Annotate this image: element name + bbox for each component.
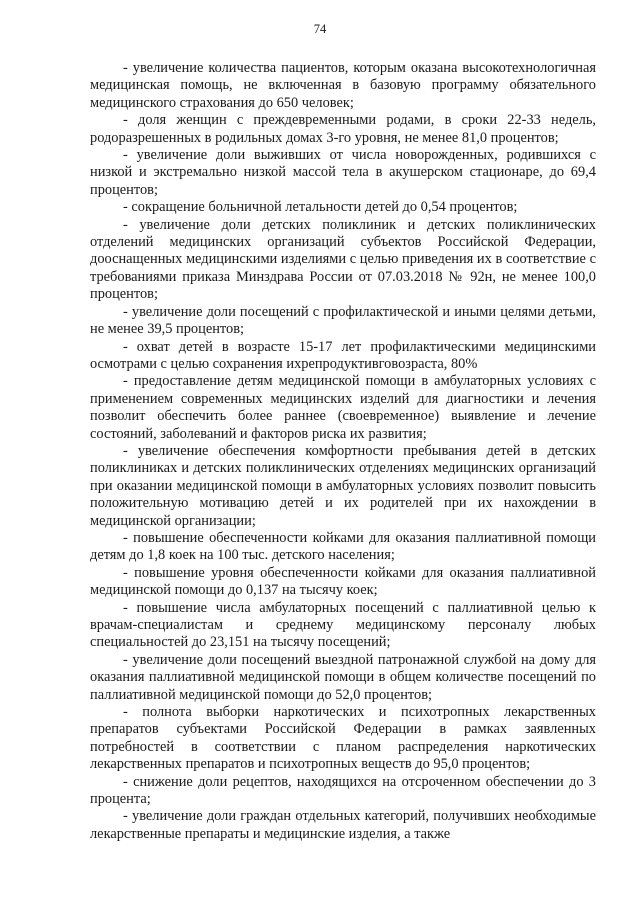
paragraph-palliative-visits: - повышение числа амбулаторных посещений с паллиативной целью к врачам-специалистам и среднему медицинскому персоналу любых специальностей до 23,151 на тысячу посещений;	[90, 599, 596, 651]
paragraph-deferred-prescriptions: - снижение доли рецептов, находящихся на отсроченном обеспечении до 3 процента;	[90, 773, 596, 808]
page-number: 74	[313, 22, 327, 36]
paragraph-home-palliative: - увеличение доли посещений выездной патронажной службой на дому для оказания паллиативной медицинской помощи в общем количестве посещений по паллиативной медицинской помощи до 52,0 процентов;	[90, 651, 596, 703]
paragraph-child-mortality: - сокращение больничной летальности детей до 0,54 процентов;	[123, 199, 518, 216]
paragraph-teen-checkups: - охват детей в возрасте 15-17 лет профилактическими медицинскими осмотрами с целью сохранения ихрепродуктивговозраста, 80%	[90, 338, 596, 372]
paragraph-clinic-equipment: - увеличение доли детских поликлиник и детских поликлинических отделений медицинских организаций субъектов Российской Федерации, дооснащенных медицинскими изделиями с целью приведения их в соответствие с требованиями приказа Минздрава России от 07.03.2018 № 92н, не менее 100,0 процентов;	[90, 216, 596, 303]
paragraph-premature-births: - доля женщин с преждевременными родами, в сроки 22-33 недель, родоразрешенных в родильных домах 3-го уровня, не менее 81,0 процентов;	[90, 112, 596, 146]
paragraph-high-tech-care: - увеличение количества пациентов, которым оказана высокотехнологичная медицинская помощь, не включенная в базовую программу обязательного медицинского страхования до 650 человек;	[90, 60, 596, 111]
paragraph-outpatient-devices: - предоставление детям медицинской помощи в амбулаторных условиях с применением современных медицинских изделий для диагностики и лечения позволит обеспечить более раннее (своевременное) выявление и лечение состояний, заболеваний и факторов риска их развития;	[90, 373, 596, 442]
paragraph-citizen-drug-access: - увеличение доли граждан отдельных категорий, получивших необходимые лекарственные препараты и медицинские изделия, а также	[90, 808, 596, 842]
paragraph-palliative-beds-children: - повышение обеспеченности койками для оказания паллиативной помощи детям до 1,8 коек на 100 тыс. детского населения;	[90, 529, 596, 564]
paragraph-newborn-survival: - увеличение доли выживших от числа новорожденных, родившихся с низкой и экстремально низкой массой тела в акушерском стационаре, до 69,4 процентов;	[90, 147, 596, 198]
paragraph-narcotic-drugs: - полнота выборки наркотических и психотропных лекарственных препаратов субъектами Российской Федерации в рамках заявленных потребностей в соответствии с планом распределения наркотических лекарственных препаратов и психотропных веществ до 95,0 процентов;	[90, 704, 596, 773]
paragraph-clinic-comfort: - увеличение обеспечения комфортности пребывания детей в детских поликлиниках и детских поликлинических отделениях медицинских организаций при оказании медицинской помощи в амбулаторных условиях позволит повысить положительную мотивацию детей и их родителей при их нахождении в медицинской организации;	[90, 442, 596, 529]
paragraph-preventive-visits: - увеличение доли посещений с профилактической и иными целями детьми, не менее 39,5 процентов;	[90, 303, 596, 338]
document-body	[90, 60, 596, 843]
paragraph-palliative-beds: - повышение уровня обеспеченности койками для оказания паллиативной медицинской помощи до 0,137 на тысячу коек;	[90, 564, 596, 599]
